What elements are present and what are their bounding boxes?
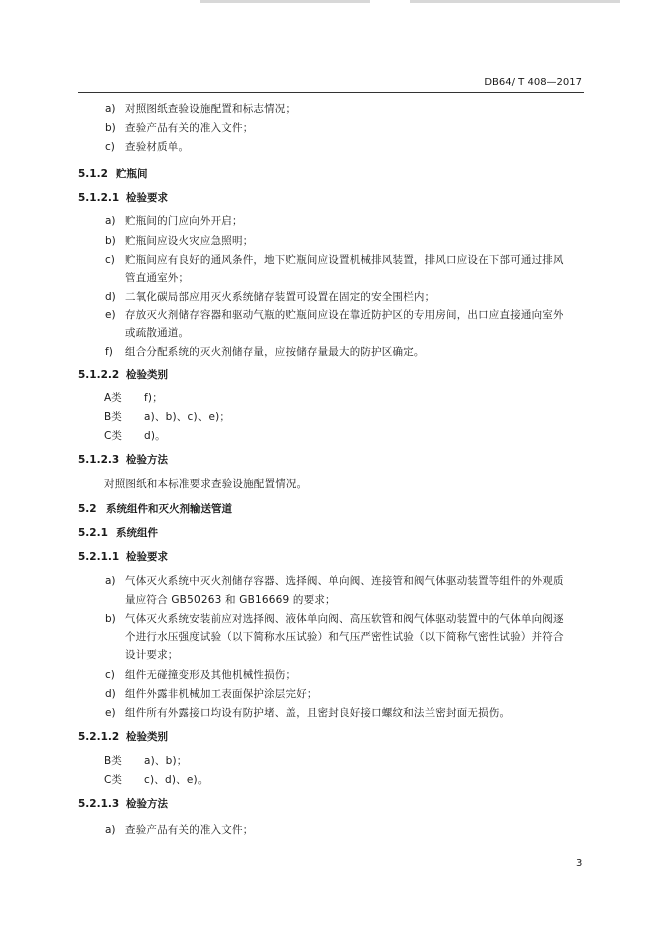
list-item-text: 设计要求； <box>125 649 179 661</box>
category-items: c)、d)、e)。 <box>144 774 209 786</box>
category-items: d)。 <box>144 430 166 442</box>
list-item-text: 气体灭火系统中灭火剂储存容器、选择阀、单向阀、连接管和阀气体驱动装置等组件的外观质 <box>125 575 564 587</box>
section-title: 贮瓶间 <box>116 168 148 180</box>
section-title: 系统组件 <box>116 527 158 539</box>
section-number: 5.1.2 <box>78 168 108 180</box>
list-item-text: 组件无碰撞变形及其他机械性损伤； <box>125 669 297 681</box>
list-marker: c) <box>105 254 115 266</box>
list-item-text: 气体灭火系统安装前应对选择阀、液体单向阀、高压软管和阀气体驱动装置中的气体单向阀逐 <box>125 613 564 625</box>
list-marker: f) <box>105 346 113 358</box>
section-number: 5.2.1 <box>78 527 108 539</box>
list-item-text: 贮瓶间的门应向外开启； <box>125 215 243 227</box>
section-title: 检验要求 <box>126 192 168 204</box>
section-title: 系统组件和灭火剂输送管道 <box>106 503 232 515</box>
category-items: a)、b)、c)、e)； <box>144 411 231 423</box>
list-item-text: 贮瓶间应设火灾应急照明； <box>125 235 254 247</box>
list-marker: b) <box>105 613 116 625</box>
list-item-text: 查验材质单。 <box>125 141 190 153</box>
list-marker: c) <box>105 141 115 153</box>
section-title: 检验方法 <box>126 798 168 810</box>
category-items: f)； <box>144 392 163 404</box>
section-title: 检验类别 <box>126 731 168 743</box>
section-number: 5.2 <box>78 503 97 515</box>
category-items: a)、b)； <box>144 755 188 767</box>
list-marker: c) <box>105 669 115 681</box>
document-code: DB64/ T 408—2017 <box>484 77 582 88</box>
list-item-text: 存放灭火剂储存容器和驱动气瓶的贮瓶间应设在靠近防护区的专用房间，出口应直接通向室外 <box>125 309 564 321</box>
list-item-text: 组件外露非机械加工表面保护涂层完好； <box>125 688 318 700</box>
section-number: 5.1.2.1 <box>78 192 120 204</box>
section-heading <box>78 191 168 205</box>
section-number: 5.2.1.2 <box>78 731 120 743</box>
section-heading <box>78 797 168 811</box>
section-number: 5.2.1.1 <box>78 551 120 563</box>
category-label: C类 <box>104 430 122 442</box>
list-marker: b) <box>105 235 116 247</box>
list-item-text: 个进行水压强度试验（以下简称水压试验）和气压严密性试验（以下简称气密性试验）并符合 <box>125 631 564 643</box>
list-marker: a) <box>105 103 116 115</box>
list-item-text: 组件所有外露接口均设有防护堵、盖，且密封良好接口螺纹和法兰密封面无损伤。 <box>125 707 511 719</box>
list-item-text: 量应符合 GB50263 和 GB16669 的要求； <box>125 594 336 606</box>
list-item-text: 查验产品有关的准入文件； <box>125 122 254 134</box>
list-marker: b) <box>105 122 116 134</box>
list-marker: a) <box>105 824 116 836</box>
category-label: B类 <box>104 411 122 423</box>
top-edge-artifact <box>200 0 370 3</box>
list-item-text: 组合分配系统的灭火剂储存量，应按储存量最大的防护区确定。 <box>125 346 425 358</box>
list-item-text: 管直通室外； <box>125 272 190 284</box>
list-marker: d) <box>105 291 116 303</box>
section-number: 5.1.2.3 <box>78 454 120 466</box>
list-item-text: 或疏散通道。 <box>125 327 190 339</box>
section-heading <box>78 526 158 540</box>
section-heading <box>78 550 168 564</box>
section-title: 检验类别 <box>126 369 168 381</box>
section-number: 5.1.2.2 <box>78 369 120 381</box>
section-heading <box>78 453 168 467</box>
section-heading <box>78 167 148 181</box>
section-heading <box>78 368 168 382</box>
category-label: C类 <box>104 774 122 786</box>
section-heading <box>78 502 232 516</box>
section-title: 检验方法 <box>126 454 168 466</box>
list-marker: a) <box>105 575 116 587</box>
list-marker: a) <box>105 215 116 227</box>
list-item-text: 查验产品有关的准入文件； <box>125 824 254 836</box>
category-label: A类 <box>104 392 122 404</box>
paragraph: 对照图纸和本标准要求查验设施配置情况。 <box>104 478 308 490</box>
header-rule <box>78 92 584 93</box>
top-edge-artifact <box>410 0 620 3</box>
section-title: 检验要求 <box>126 551 168 563</box>
list-item-text: 贮瓶间应有良好的通风条件，地下贮瓶间应设置机械排风装置，排风口应设在下部可通过排风 <box>125 254 564 266</box>
list-marker: d) <box>105 688 116 700</box>
section-heading <box>78 730 168 744</box>
list-marker: e) <box>105 707 116 719</box>
list-item-text: 二氧化碳局部应用灭火系统储存装置可设置在固定的安全围栏内； <box>125 291 436 303</box>
list-marker: e) <box>105 309 116 321</box>
page-number: 3 <box>576 858 583 869</box>
category-label: B类 <box>104 755 122 767</box>
list-item-text: 对照图纸查验设施配置和标志情况； <box>125 103 297 115</box>
section-number: 5.2.1.3 <box>78 798 120 810</box>
